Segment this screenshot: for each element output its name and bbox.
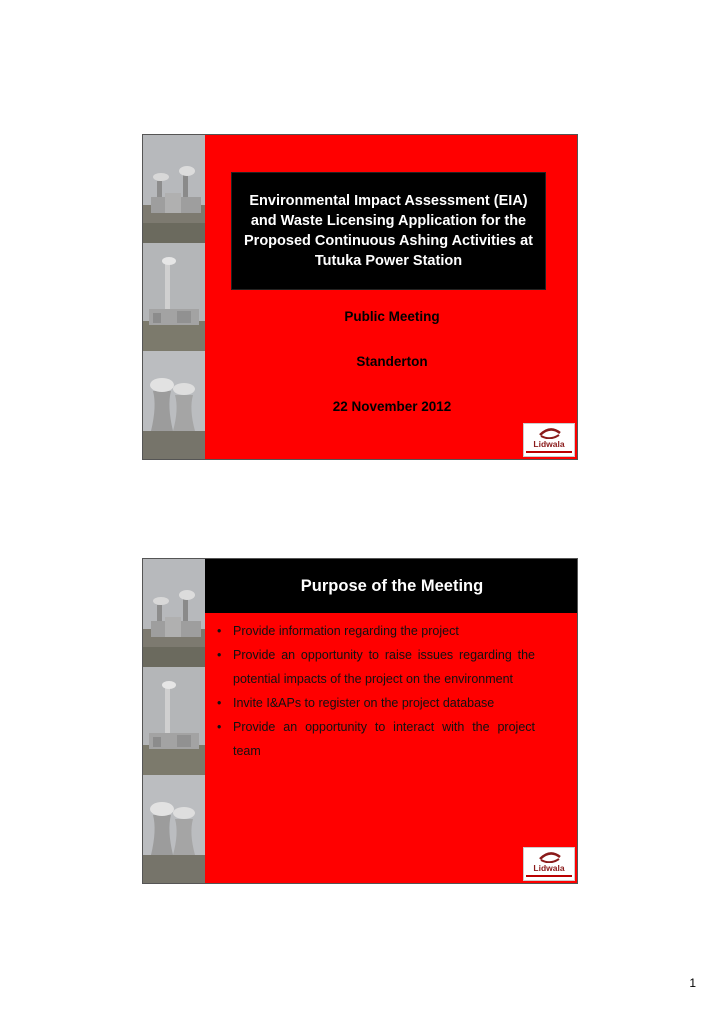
event-name: Public Meeting [344, 309, 440, 324]
slide-heading: Purpose of the Meeting [205, 559, 578, 613]
bullet-item: • Provide an opportunity to raise issues regarding the potential impacts of the project on the environment [215, 643, 535, 691]
logo-underline [526, 875, 572, 877]
bullet-item: • Provide information regarding the project [215, 619, 535, 643]
lidwala-logo [523, 847, 575, 881]
power-station-photo [143, 559, 205, 667]
event-date: 22 November 2012 [332, 399, 452, 414]
photo-strip [143, 559, 205, 883]
logo-text: Lidwala [533, 439, 565, 449]
page-number: 1 [689, 976, 696, 990]
chimney-photo [143, 667, 205, 775]
power-station-photo [143, 135, 205, 243]
photo-strip [143, 135, 205, 459]
chimney-photo [143, 243, 205, 351]
bullet-list [215, 619, 535, 763]
cooling-towers-photo [143, 351, 205, 459]
purpose-slide [142, 558, 578, 884]
logo-underline [526, 451, 572, 453]
lidwala-logo [523, 423, 575, 457]
cooling-towers-photo [143, 775, 205, 883]
title-slide [142, 134, 578, 460]
slide-title: Environmental Impact Assessment (EIA) and Waste Licensing Application for the Proposed Continuous Ashing Activities at Tutuka Power Station [231, 172, 546, 290]
logo-text: Lidwala [533, 863, 565, 873]
event-location: Standerton [356, 354, 428, 369]
bullet-item: • Invite I&APs to register on the project database [215, 691, 535, 715]
bullet-item: • Provide an opportunity to interact with the project team [215, 715, 535, 763]
